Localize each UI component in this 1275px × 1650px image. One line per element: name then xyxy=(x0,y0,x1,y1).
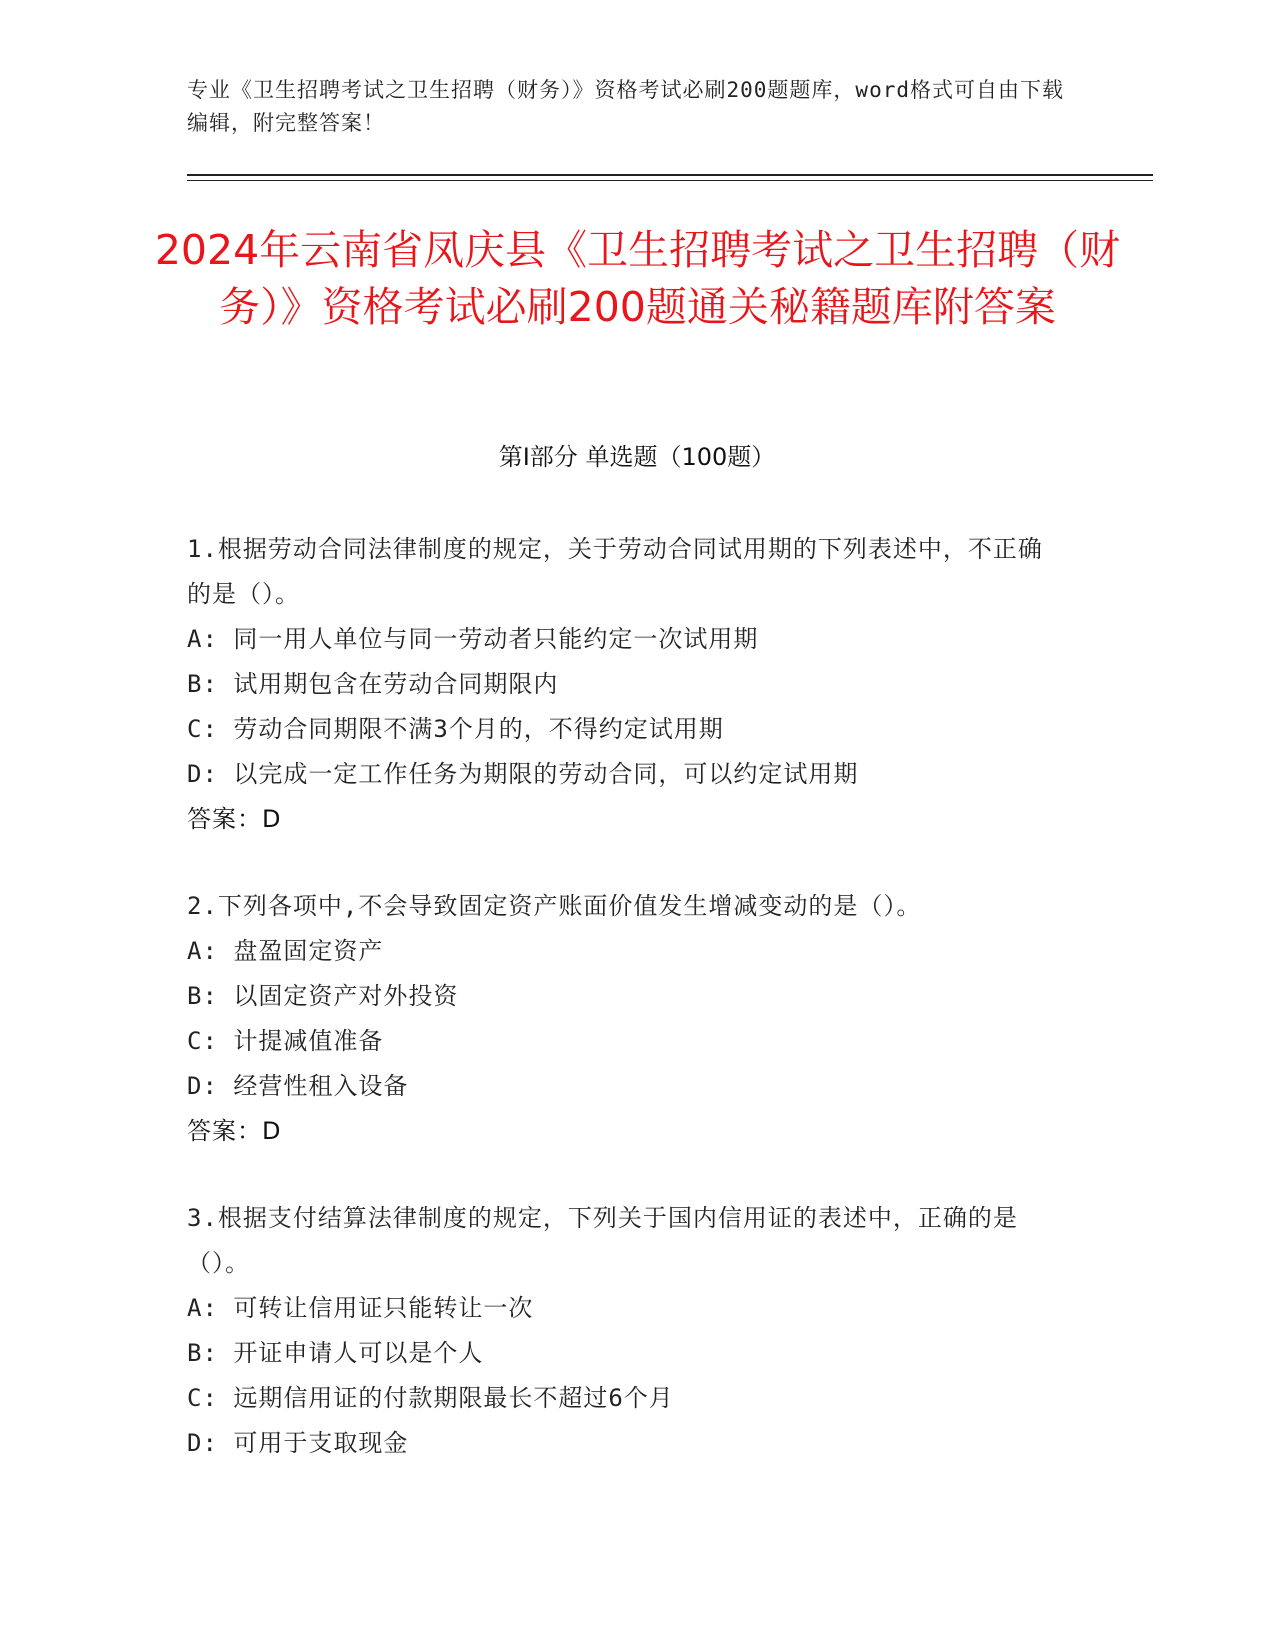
option-c: C: 计提减值准备 xyxy=(187,1027,384,1055)
answer-line: 答案：D xyxy=(187,1117,282,1145)
question-stem: 2.下列各项中,不会导致固定资产账面价值发生增减变动的是（）。 xyxy=(187,892,922,920)
option-c: C: 远期信用证的付款期限最长不超过6个月 xyxy=(187,1384,674,1412)
question-list xyxy=(187,527,1067,1508)
question-1 xyxy=(187,527,1067,842)
header-divider-thin xyxy=(187,180,1153,181)
option-a: A: 同一用人单位与同一劳动者只能约定一次试用期 xyxy=(187,625,759,653)
question-2 xyxy=(187,884,1067,1154)
option-a: A: 盘盈固定资产 xyxy=(187,937,384,965)
question-stem: 3.根据支付结算法律制度的规定，下列关于国内信用证的表述中，正确的是（）。 xyxy=(187,1204,1018,1277)
option-d: D: 以完成一定工作任务为期限的劳动合同，可以约定试用期 xyxy=(187,760,859,788)
option-a: A: 可转让信用证只能转让一次 xyxy=(187,1294,534,1322)
option-d: D: 经营性租入设备 xyxy=(187,1072,409,1100)
option-b: B: 试用期包含在劳动合同期限内 xyxy=(187,670,559,698)
header-divider-thick xyxy=(187,174,1153,176)
option-d: D: 可用于支取现金 xyxy=(187,1429,409,1457)
question-3 xyxy=(187,1196,1067,1466)
question-stem: 1.根据劳动合同法律制度的规定，关于劳动合同试用期的下列表述中，不正确的是（）。 xyxy=(187,535,1043,608)
document-title: 2024年云南省凤庆县《卫生招聘考试之卫生招聘（财务）》资格考试必刷200题通关秘籍题库附答案 xyxy=(154,226,1121,331)
answer-line: 答案：D xyxy=(187,805,282,833)
section-title: 第Ⅰ部分 单选题（100题） xyxy=(498,443,776,471)
header-note: 专业《卫生招聘考试之卫生招聘（财务）》资格考试必刷200题题库，word格式可自由下载编辑，附完整答案！ xyxy=(187,78,1064,135)
option-b: B: 以固定资产对外投资 xyxy=(187,982,459,1010)
option-c: C: 劳动合同期限不满3个月的，不得约定试用期 xyxy=(187,715,724,743)
option-b: B: 开证申请人可以是个人 xyxy=(187,1339,484,1367)
